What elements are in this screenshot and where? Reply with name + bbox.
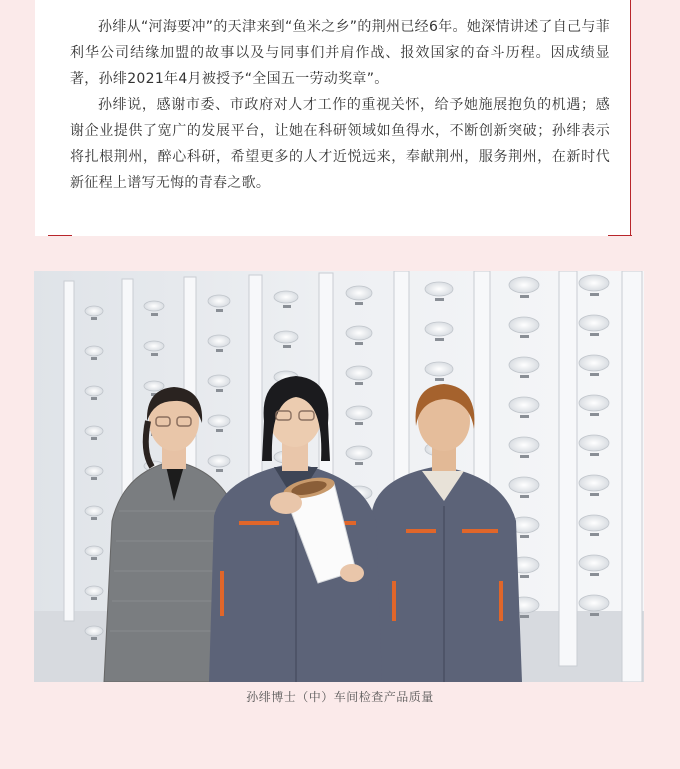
card-corner-left-line	[48, 235, 72, 236]
workshop-photo	[34, 271, 644, 682]
workshop-photo-illustration	[34, 271, 644, 682]
card-corner-right-line	[608, 235, 632, 236]
article-paragraph-2: 孙绯说，感谢市委、市政府对人才工作的重视关怀，给予她施展抱负的机遇；感谢企业提供了宽广的发展平台，让她在科研领域如鱼得水，不断创新突破；孙绯表示将扎根荆州，醉心科研，希望更多的人才近悦远来，奉献荆州，服务荆州，在新时代新征程上谱写无悔的青春之歌。	[70, 97, 610, 191]
article-paragraph-1: 孙绯从“河海要冲”的天津来到“鱼米之乡”的荆州已经6年。她深情讲述了自己与菲利华公司结缘加盟的故事以及与同事们并肩作战、报效国家的奋斗历程。因成绩显著，孙绯2021年4月被授予“全国五一劳动奖章”。	[70, 19, 610, 87]
photo-caption: 孙绯博士（中）车间检查产品质量	[246, 690, 434, 704]
article-text	[70, 14, 610, 196]
